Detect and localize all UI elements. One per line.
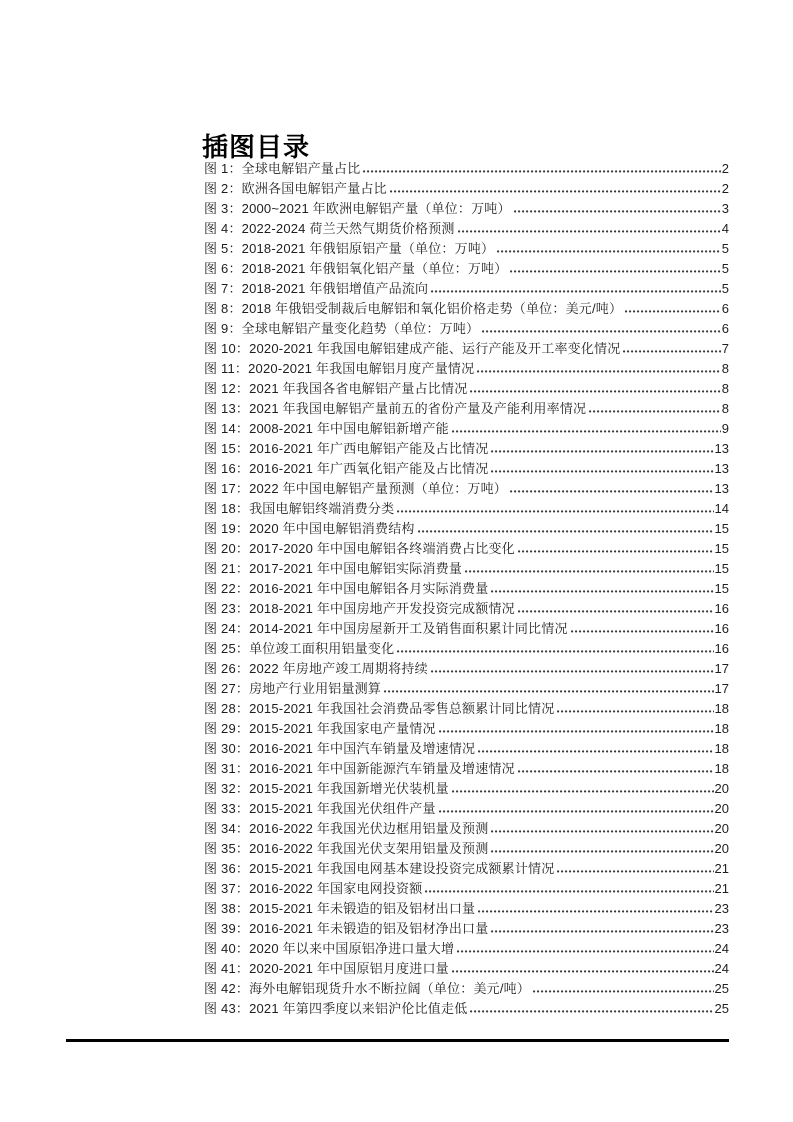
toc-entry[interactable]: [204, 779, 729, 799]
toc-entry[interactable]: [204, 459, 729, 479]
toc-entry-label: 图 38：2015-2021 年未锻造的铝及铝材出口量: [204, 901, 476, 916]
dotted-leader: [425, 888, 713, 893]
toc-entry-label: 图 15：2016-2021 年广西电解铝产能及占比情况: [204, 441, 489, 456]
toc-entry-label: 图 18：我国电解铝终端消费分类: [204, 501, 395, 516]
toc-entry-page: 23: [714, 921, 729, 936]
toc-entry-page: 4: [721, 221, 729, 236]
toc-entry[interactable]: [204, 339, 729, 359]
toc-entry[interactable]: [204, 819, 729, 839]
toc-entry[interactable]: [204, 959, 729, 979]
toc-entry-label: 图 24：2014-2021 年中国房屋新开工及销售面积累计同比情况: [204, 621, 568, 636]
toc-entry[interactable]: [204, 919, 729, 939]
dotted-leader: [491, 588, 713, 593]
toc-entry[interactable]: [204, 159, 729, 179]
dotted-leader: [452, 968, 714, 973]
toc-entry[interactable]: [204, 259, 729, 279]
toc-entry-page: 6: [721, 321, 729, 336]
toc-entry-page: 18: [714, 761, 729, 776]
toc-entry-label: 图 32：2015-2021 年我国新增光伏装机量: [204, 781, 449, 796]
dotted-leader: [397, 508, 713, 513]
toc-entry-page: 8: [721, 401, 729, 416]
dotted-leader: [625, 308, 721, 313]
dotted-leader: [457, 948, 713, 953]
toc-entry[interactable]: [204, 859, 729, 879]
toc-entry-label: 图 39：2016-2021 年未锻造的铝及铝材净出口量: [204, 921, 489, 936]
toc-entry[interactable]: [204, 999, 729, 1019]
toc-entry-page: 20: [714, 781, 729, 796]
toc-entry[interactable]: [204, 619, 729, 639]
toc-entry[interactable]: [204, 239, 729, 259]
dotted-leader: [557, 708, 713, 713]
toc-entry-page: 18: [714, 741, 729, 756]
toc-entry[interactable]: [204, 799, 729, 819]
toc-entry[interactable]: [204, 639, 729, 659]
toc-entry-label: 图 22：2016-2021 年中国电解铝各月实际消费量: [204, 581, 489, 596]
toc-entry-label: 图 30：2016-2021 年中国汽车销量及增速情况: [204, 741, 476, 756]
dotted-leader: [390, 188, 721, 193]
toc-entry[interactable]: [204, 379, 729, 399]
toc-entry-label: 图 43：2021 年第四季度以来铝沪伦比值走低: [204, 1001, 468, 1016]
dotted-leader: [363, 168, 720, 173]
toc-entry-label: 图 27：房地产行业用铝量测算: [204, 681, 382, 696]
dotted-leader: [397, 648, 713, 653]
toc-entry-page: 17: [714, 661, 729, 676]
dotted-leader: [384, 688, 713, 693]
toc-entry-page: 15: [714, 521, 729, 536]
toc-entry[interactable]: [204, 759, 729, 779]
dotted-leader: [470, 1008, 713, 1013]
dotted-leader: [510, 268, 720, 273]
dotted-leader: [439, 728, 714, 733]
toc-entry-page: 24: [714, 961, 729, 976]
dotted-leader: [557, 868, 713, 873]
toc-entry-page: 15: [714, 541, 729, 556]
toc-entry-page: 7: [721, 341, 729, 356]
dotted-leader: [478, 908, 713, 913]
toc-entry[interactable]: [204, 279, 729, 299]
toc-entry-page: 8: [721, 381, 729, 396]
dotted-leader: [491, 448, 713, 453]
toc-entry-label: 图 35：2016-2022 年我国光伏支架用铝量及预测: [204, 841, 489, 856]
toc-entry-page: 15: [714, 581, 729, 596]
toc-entry[interactable]: [204, 499, 729, 519]
toc-entry-page: 18: [714, 701, 729, 716]
toc-entry-label: 图 29：2015-2021 年我国家电产量情况: [204, 721, 436, 736]
toc-entry-label: 图 1：全球电解铝产量占比: [204, 161, 361, 176]
toc-entry-page: 20: [714, 801, 729, 816]
toc-entry-label: 图 36：2015-2021 年我国电网基本建设投资完成额累计情况: [204, 861, 555, 876]
toc-entry[interactable]: [204, 599, 729, 619]
toc-entry-page: 23: [714, 901, 729, 916]
toc-entry-page: 20: [714, 821, 729, 836]
toc-entry-label: 图 26：2022 年房地产竣工周期将持续: [204, 661, 428, 676]
toc-entry-label: 图 23：2018-2021 年中国房地产开发投资完成额情况: [204, 601, 515, 616]
toc-entry-label: 图 3：2000~2021 年欧洲电解铝产量（单位：万吨）: [204, 201, 511, 216]
toc-entry[interactable]: [204, 539, 729, 559]
toc-entry-label: 图 14：2008-2021 年中国电解铝新增产能: [204, 421, 449, 436]
dotted-leader: [458, 228, 721, 233]
toc-entry-label: 图 41：2020-2021 年中国原铝月度进口量: [204, 961, 449, 976]
toc-entry[interactable]: [204, 439, 729, 459]
toc-entry[interactable]: [204, 399, 729, 419]
toc-entry-label: 图 33：2015-2021 年我国光伏组件产量: [204, 801, 436, 816]
dotted-leader: [497, 248, 721, 253]
toc-entry-label: 图 12：2021 年我国各省电解铝产量占比情况: [204, 381, 468, 396]
toc-entry-page: 25: [714, 1001, 729, 1016]
toc-entry-page: 13: [714, 441, 729, 456]
toc-entry-page: 2: [721, 161, 729, 176]
dotted-leader: [623, 348, 720, 353]
toc-entry-page: 2: [721, 181, 729, 196]
toc-entry-page: 8: [721, 361, 729, 376]
toc-entry-label: 图 42：海外电解铝现货升水不断拉阔（单位：美元/吨）: [204, 981, 531, 996]
toc-entry-page: 3: [721, 201, 729, 216]
toc-entry-page: 16: [714, 621, 729, 636]
toc-entry[interactable]: [204, 719, 729, 739]
dotted-leader: [491, 848, 713, 853]
dotted-leader: [518, 608, 714, 613]
dotted-leader: [477, 368, 720, 373]
dotted-leader: [518, 768, 714, 773]
toc-entry-label: 图 28：2015-2021 年我国社会消费品零售总额累计同比情况: [204, 701, 555, 716]
toc-entry-label: 图 13：2021 年我国电解铝产量前五的省份产量及产能利用率情况: [204, 401, 587, 416]
toc-entry-label: 图 8：2018 年俄铝受制裁后电解铝和氧化铝价格走势（单位：美元/吨）: [204, 301, 623, 316]
toc-entry-label: 图 19：2020 年中国电解铝消费结构: [204, 521, 415, 536]
toc-entry[interactable]: [204, 179, 729, 199]
toc-entry[interactable]: [204, 219, 729, 239]
toc-entry[interactable]: [204, 839, 729, 859]
toc-entry[interactable]: [204, 579, 729, 599]
dotted-leader: [478, 748, 713, 753]
toc-entry-page: 25: [714, 981, 729, 996]
toc-entry-page: 15: [714, 561, 729, 576]
toc-entry-page: 13: [714, 481, 729, 496]
toc-entry-page: 21: [714, 881, 729, 896]
dotted-leader: [452, 788, 714, 793]
dotted-leader: [470, 388, 720, 393]
toc-entry-label: 图 7：2018-2021 年俄铝增值产品流向: [204, 281, 429, 296]
toc-entry-label: 图 31：2016-2021 年中国新能源汽车销量及增速情况: [204, 761, 515, 776]
toc-entry[interactable]: [204, 359, 729, 379]
toc-entry[interactable]: [204, 199, 729, 219]
dotted-leader: [533, 988, 713, 993]
dotted-leader: [439, 808, 714, 813]
dotted-leader: [491, 468, 713, 473]
toc-entry-page: 16: [714, 641, 729, 656]
toc-entry-label: 图 10：2020-2021 年我国电解铝建成产能、运行产能及开工率变化情况: [204, 341, 621, 356]
toc-entry-label: 图 17：2022 年中国电解铝产量预测（单位：万吨）: [204, 481, 508, 496]
toc-entry[interactable]: [204, 419, 729, 439]
toc-entry[interactable]: [204, 979, 729, 999]
dotted-leader: [514, 208, 721, 213]
toc-list: [204, 159, 729, 1019]
dotted-leader: [589, 408, 721, 413]
toc-entry-label: 图 9：全球电解铝产量变化趋势（单位：万吨）: [204, 321, 480, 336]
footer-rule: [66, 1039, 729, 1042]
dotted-leader: [491, 828, 713, 833]
toc-entry-page: 13: [714, 461, 729, 476]
toc-entry-label: 图 11：2020-2021 年我国电解铝月度产量情况: [204, 361, 475, 376]
toc-entry-label: 图 2：欧洲各国电解铝产量占比: [204, 181, 387, 196]
toc-entry-label: 图 37：2016-2022 年国家电网投资额: [204, 881, 423, 896]
dotted-leader: [452, 428, 721, 433]
toc-entry-page: 18: [714, 721, 729, 736]
toc-entry-label: 图 20：2017-2020 年中国电解铝各终端消费占比变化: [204, 541, 515, 556]
toc-entry[interactable]: [204, 679, 729, 699]
dotted-leader: [418, 528, 714, 533]
toc-entry-page: 5: [721, 281, 729, 296]
dotted-leader: [491, 928, 713, 933]
toc-entry[interactable]: [204, 559, 729, 579]
toc-entry[interactable]: [204, 299, 729, 319]
toc-entry[interactable]: [204, 479, 729, 499]
toc-entry-page: 6: [721, 301, 729, 316]
toc-entry-page: 5: [721, 241, 729, 256]
toc-entry[interactable]: [204, 739, 729, 759]
dotted-leader: [518, 548, 714, 553]
dotted-leader: [431, 668, 714, 673]
toc-entry-page: 17: [714, 681, 729, 696]
toc-entry-label: 图 25：单位竣工面积用铝量变化: [204, 641, 395, 656]
toc-entry-page: 20: [714, 841, 729, 856]
toc-entry-page: 21: [714, 861, 729, 876]
toc-entry[interactable]: [204, 939, 729, 959]
toc-entry[interactable]: [204, 899, 729, 919]
figures-toc-title: 插图目录: [202, 132, 311, 163]
dotted-leader: [465, 568, 713, 573]
toc-entry-page: 14: [714, 501, 729, 516]
toc-entry-label: 图 34：2016-2022 年我国光伏边框用铝量及预测: [204, 821, 489, 836]
dotted-leader: [510, 488, 714, 493]
toc-entry[interactable]: [204, 659, 729, 679]
dotted-leader: [431, 288, 721, 293]
toc-entry-page: 9: [721, 421, 729, 436]
toc-entry[interactable]: [204, 519, 729, 539]
toc-entry[interactable]: [204, 319, 729, 339]
toc-entry-page: 24: [714, 941, 729, 956]
toc-entry-page: 16: [714, 601, 729, 616]
dotted-leader: [571, 628, 714, 633]
toc-entry-label: 图 6：2018-2021 年俄铝氧化铝产量（单位：万吨）: [204, 261, 508, 276]
toc-entry-label: 图 40：2020 年以来中国原铝净进口量大增: [204, 941, 455, 956]
toc-entry[interactable]: [204, 699, 729, 719]
toc-entry-label: 图 4：2022-2024 荷兰天然气期货价格预测: [204, 221, 455, 236]
toc-entry-label: 图 21：2017-2021 年中国电解铝实际消费量: [204, 561, 463, 576]
toc-entry[interactable]: [204, 879, 729, 899]
toc-entry-label: 图 16：2016-2021 年广西氧化铝产能及占比情况: [204, 461, 489, 476]
toc-entry-page: 5: [721, 261, 729, 276]
dotted-leader: [482, 328, 721, 333]
toc-entry-label: 图 5：2018-2021 年俄铝原铝产量（单位：万吨）: [204, 241, 495, 256]
